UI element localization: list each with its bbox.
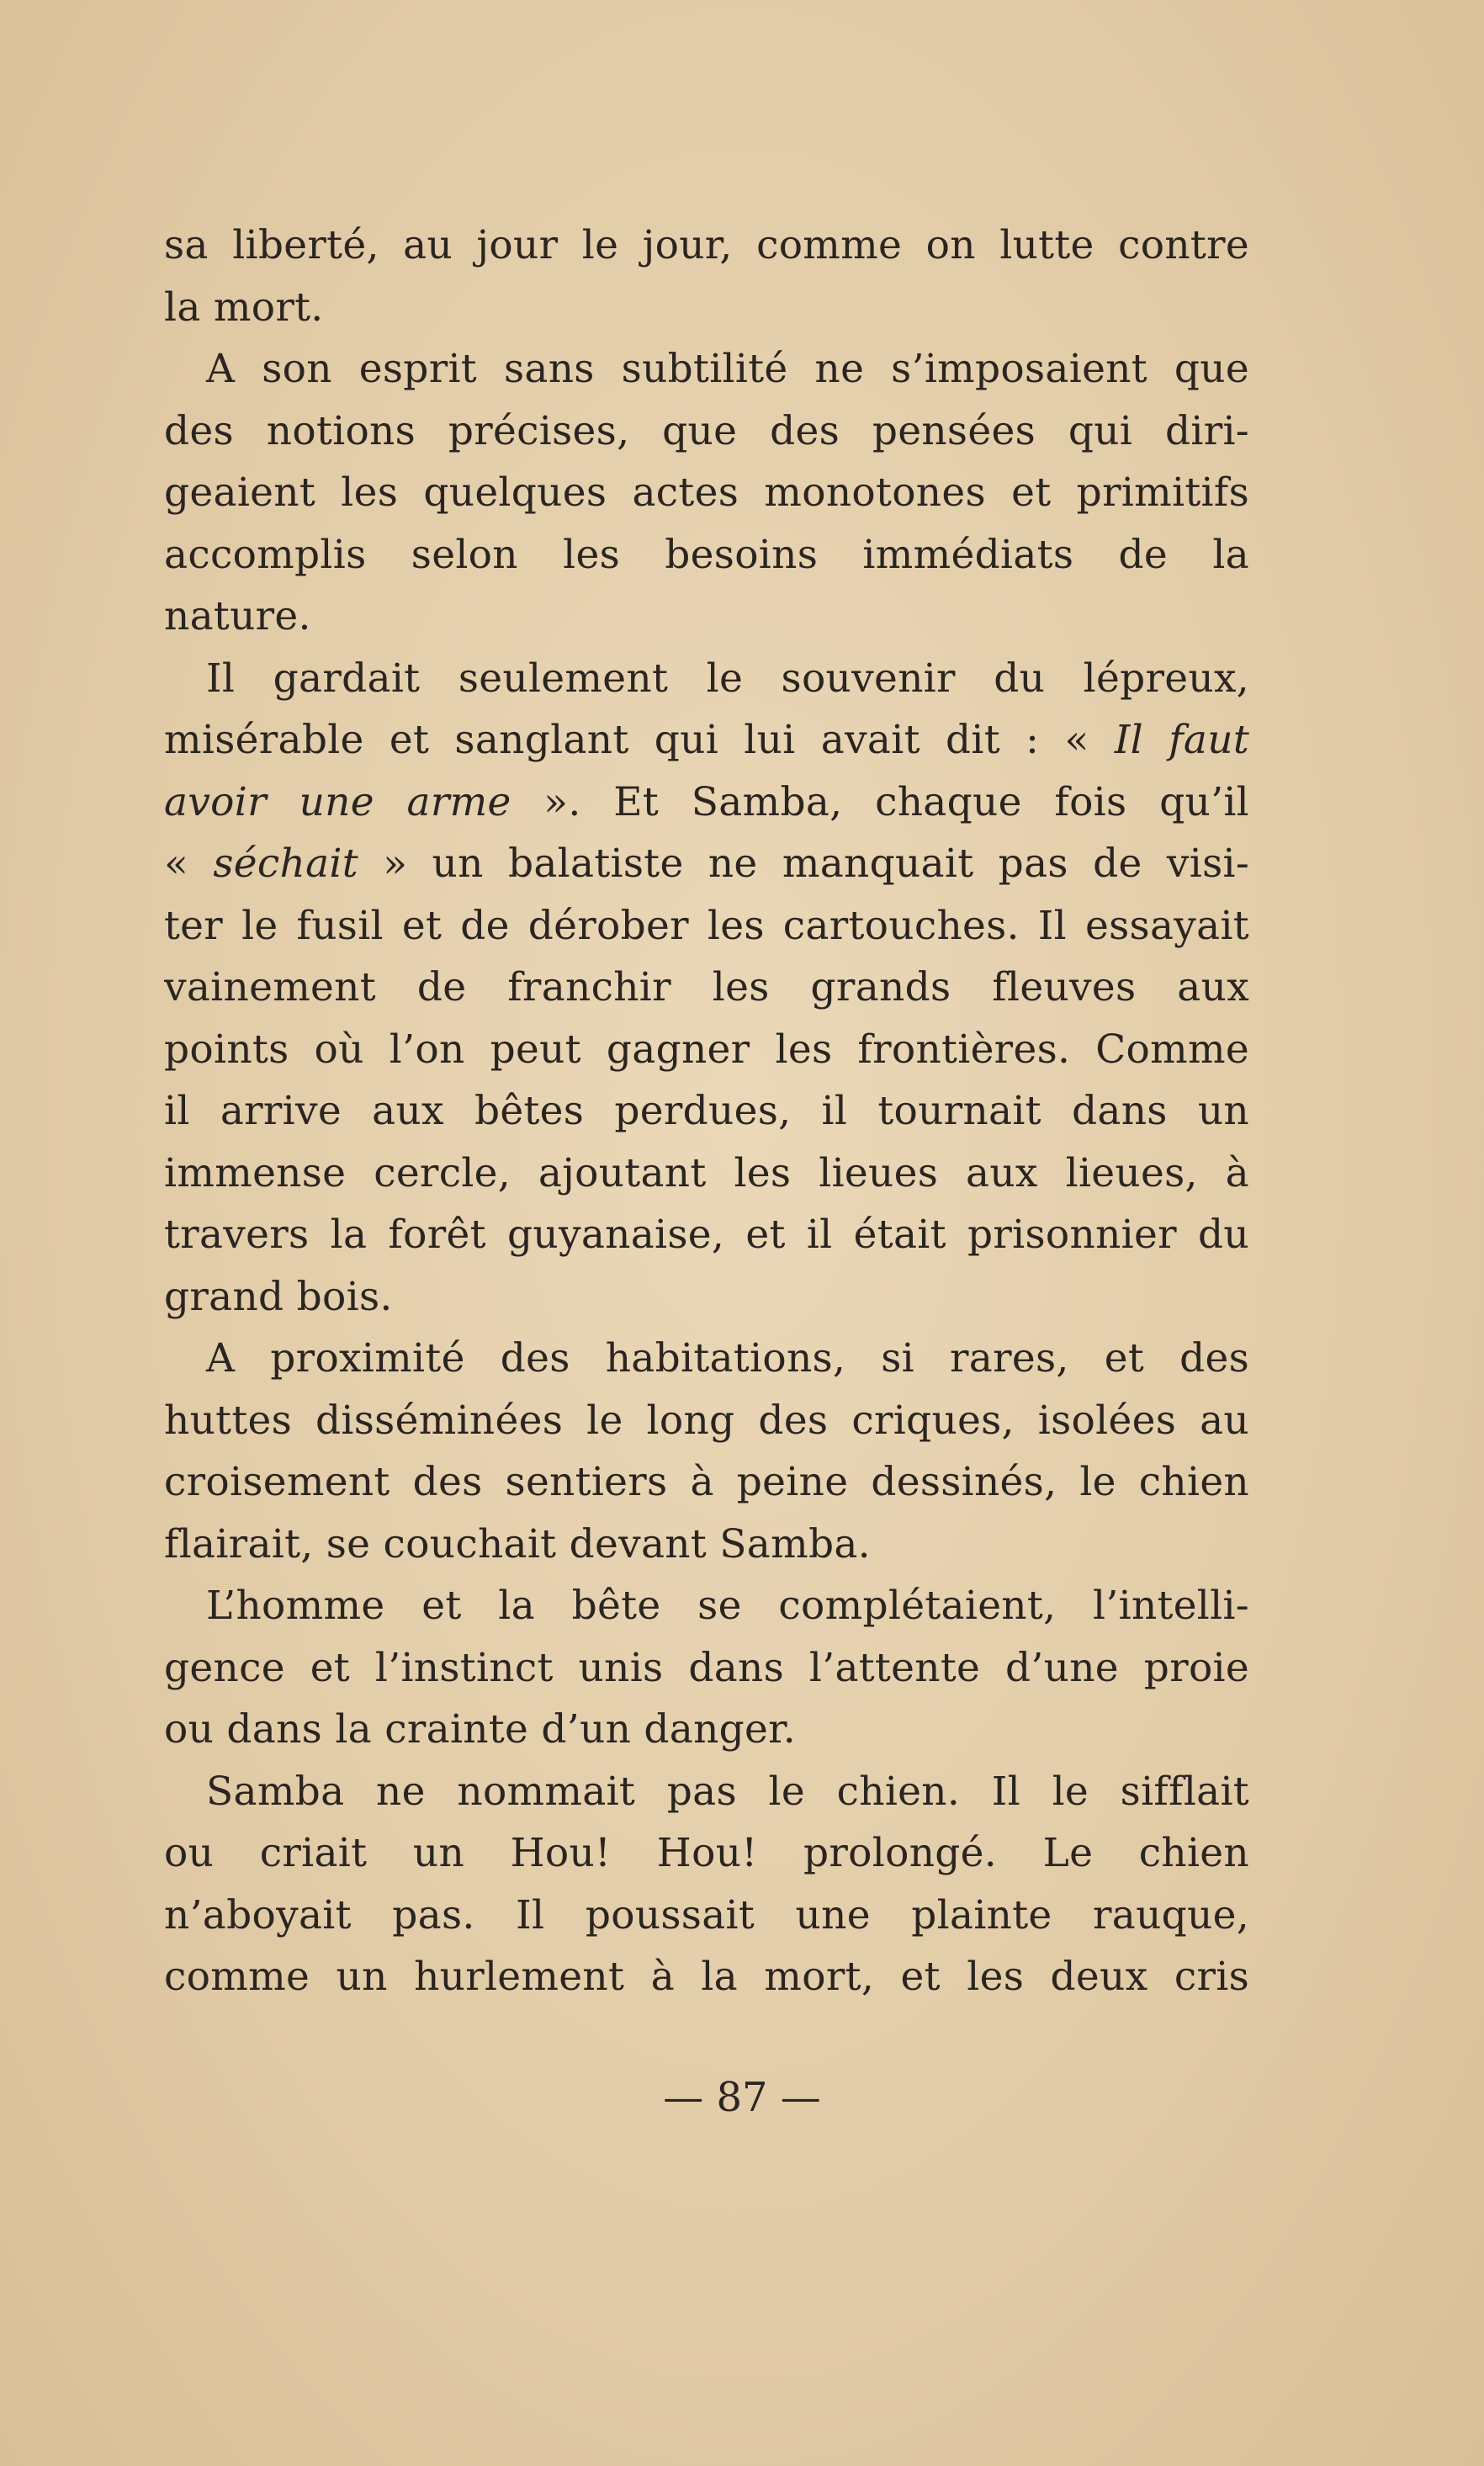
text-line (164, 833, 1249, 895)
text-line: geaient les quelques actes monotones et primitifs (164, 469, 1249, 516)
text-line: n’aboyait pas. Il poussait une plainte rauque, (164, 1891, 1249, 1938)
text-segment: ». Et Samba, chaque fois qu’il (511, 778, 1249, 825)
italic-segment: séchait (213, 841, 358, 887)
text-line: L’homme et la bête se complétaient, l’intelli- (206, 1583, 1249, 1629)
text-line: ou dans la crainte d’un danger. (164, 1706, 797, 1753)
italic-segment: Il faut (1114, 717, 1249, 763)
italic-segment: avoir une arme (164, 778, 511, 825)
text-line: des notions précises, que des pensées qui diri- (164, 407, 1249, 454)
text-line: accomplis selon les besoins immédiats de la (164, 531, 1249, 578)
text-line: immense cercle, ajoutant les lieues aux lieues, à (164, 1149, 1249, 1196)
text-line: sa liberté, au jour le jour, comme on lutte contre (164, 222, 1249, 268)
text-line: Il gardait seulement le souvenir du lépreux, (206, 655, 1249, 702)
page-number: — 87 — (663, 2074, 821, 2121)
text-line: comme un hurlement à la mort, et les deux cris (164, 1954, 1249, 2000)
text-line: il arrive aux bêtes perdues, il tournait dans un (164, 1088, 1249, 1134)
text-line: la mort. (164, 284, 324, 331)
text-line: gence et l’instinct unis dans l’attente d’une proie (164, 1644, 1249, 1691)
text-segment: misérable et sanglant qui lui avait dit : « (164, 717, 1115, 763)
text-line: huttes disséminées le long des criques, isolées au (164, 1397, 1249, 1444)
text-segment: » un balatiste ne manquait pas de visi- (358, 841, 1249, 887)
text-line: nature. (164, 593, 311, 639)
text-line (164, 709, 1249, 772)
text-line: A son esprit sans subtilité ne s’imposaient que (206, 346, 1249, 392)
text-line: ter le fusil et de dérober les cartouches. Il essayait (164, 902, 1249, 949)
text-line: A proximité des habitations, si rares, et des (206, 1335, 1249, 1381)
text-line: Samba ne nommait pas le chien. Il le sifflait (206, 1768, 1249, 1815)
text-line: points où l’on peut gagner les frontières. Comme (164, 1026, 1249, 1073)
text-line: travers la forêt guyanaise, et il était prisonnier du (164, 1212, 1249, 1258)
text-line: flairait, se couchait devant Samba. (164, 1520, 871, 1567)
text-line (164, 772, 1249, 834)
text-segment: « (164, 841, 214, 887)
text-line: vainement de franchir les grands fleuves aux (164, 964, 1249, 1010)
text-line: grand bois. (164, 1273, 393, 1320)
text-line: ou criait un Hou! Hou! prolongé. Le chien (164, 1830, 1249, 1876)
body-text (164, 215, 1249, 2008)
text-line: croisement des sentiers à peine dessinés, le chien (164, 1459, 1249, 1505)
